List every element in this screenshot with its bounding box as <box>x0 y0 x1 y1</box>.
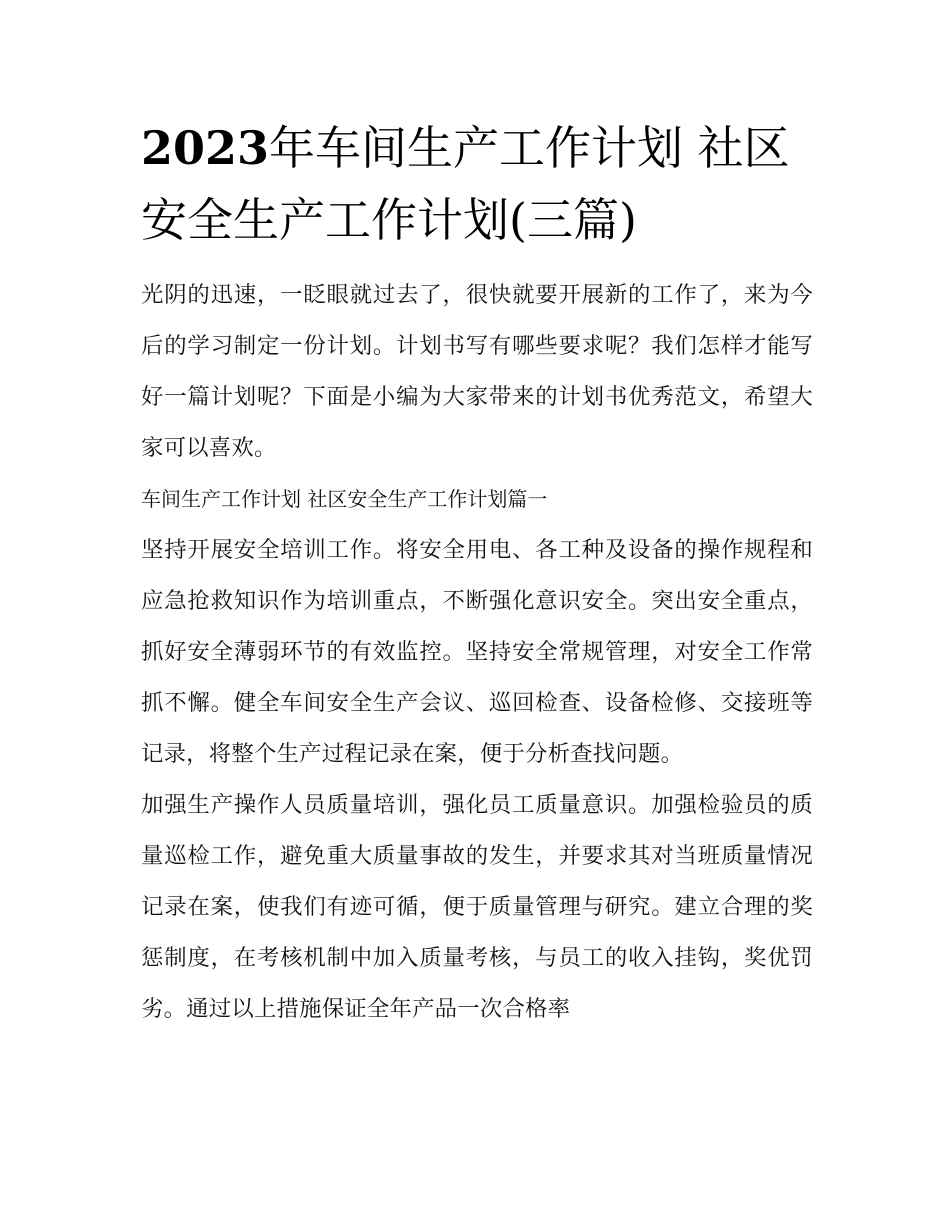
section-heading: 车间生产工作计划 社区安全生产工作计划篇一 <box>141 487 548 511</box>
title-year: 2023 <box>141 121 270 175</box>
title-text: 年车间生产工作计划 社区安全生产工作计划(三篇) <box>141 121 790 247</box>
body-paragraph-1: 坚持开展安全培训工作。将安全用电、各工种及设备的操作规程和应急抢救知识作为培训重点，不断强化意识安全。突出安全重点，抓好安全薄弱环节的有效监控。坚持安全常规管理，对安全工作常抓不懈。健全车间安全生产会议、巡回检查、设备检修、交接班等记录，将整个生产过程记录在案，便于分析查找问题。 <box>141 537 813 767</box>
body-paragraph-2: 加强生产操作人员质量培训，强化员工质量意识。加强检验员的质量巡检工作，避免重大质量事故的发生，并要求其对当班质量情况记录在案，使我们有迹可循，便于质量管理与研究。建立合理的奖惩制度，在考核机制中加入质量考核，与员工的收入挂钩，奖优罚劣。通过以上措施保证全年产品一次合格率 <box>141 792 813 1022</box>
intro-paragraph: 光阴的迅速，一眨眼就过去了，很快就要开展新的工作了，来为今后的学习制定一份计划。计划书写有哪些要求呢？我们怎样才能写好一篇计划呢？下面是小编为大家带来的计划书优秀范文，希望大家可以喜欢。 <box>141 282 813 461</box>
document-title <box>141 112 813 256</box>
document-content <box>141 112 813 1035</box>
document-body <box>141 270 813 1035</box>
